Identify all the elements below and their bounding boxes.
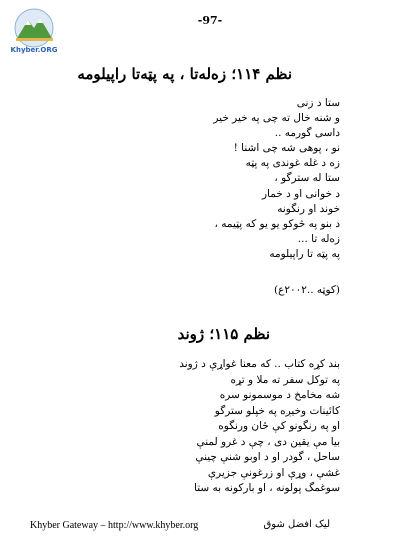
poem-line: د بنو په څوکو يو يو که پټيمه ، (214, 217, 340, 230)
poem-line: زه‌له تا ... (297, 232, 340, 245)
poem-line: غشې ، وړې او زرغونې جزيرې (207, 466, 340, 479)
poem-114-title: نظم ۱۱۴؛ زه‌له‌تا ، په‌ پټه‌تا راپيلومه (77, 65, 292, 83)
mountain-logo-icon (10, 8, 58, 48)
poem-114-body (80, 96, 340, 262)
poem-line: په توکل سفر ته ملا و تړه (230, 373, 340, 386)
footer-author: ليک افضل شوق (263, 519, 330, 530)
poem-line: ستا له سترگو ، (274, 172, 340, 185)
poem-line: شه مخامخ د موسمونو سره (219, 389, 340, 401)
poem-line: سوغمگ پولونه ، او بارکونه به ستا (194, 482, 340, 494)
footer-site-link[interactable]: Khyber Gateway – http://www.khyber.org (30, 520, 199, 531)
poem-115-title: نظم ۱۱۵؛ ژوند (177, 325, 270, 343)
poem-line: بيا مې يقين دی ، چې د غرو لمنې (196, 435, 340, 448)
poem-115-body (80, 357, 340, 497)
site-logo[interactable] (10, 8, 58, 58)
poem-line: بند کړه کتاب .. که معنا غواړې د ژوند (179, 358, 340, 370)
poem-114-date-note: (کوټه ..۲۰۰۲ع) (273, 284, 340, 296)
poem-line: زه د غله غوندی په پټه (245, 157, 340, 170)
poem-line: په پټه تا راپيلومه (269, 247, 340, 260)
poem-line: و شنه خال ته چی په خير خير (213, 112, 340, 125)
poem-line: ساحل ، گودر او د اوبو شنې چينې (195, 451, 340, 463)
poem-line: د خوانی او د خمار (261, 187, 340, 200)
poem-line: نو ، پوهی شه چی اشنا ! (233, 142, 340, 155)
page-number: -97- (197, 14, 223, 27)
poem-line: ستا د زنی (296, 97, 340, 109)
poem-line: او په رنگونو کې ځان ورنگوه (218, 420, 340, 432)
logo-text: Khyber.ORG (10, 46, 58, 54)
poem-line: داسی گورمه .. (274, 127, 340, 140)
poem-line: کائينات وخيږه په خپلو سترگو (214, 404, 340, 417)
poem-line: خوند او رنگونه (277, 202, 340, 215)
